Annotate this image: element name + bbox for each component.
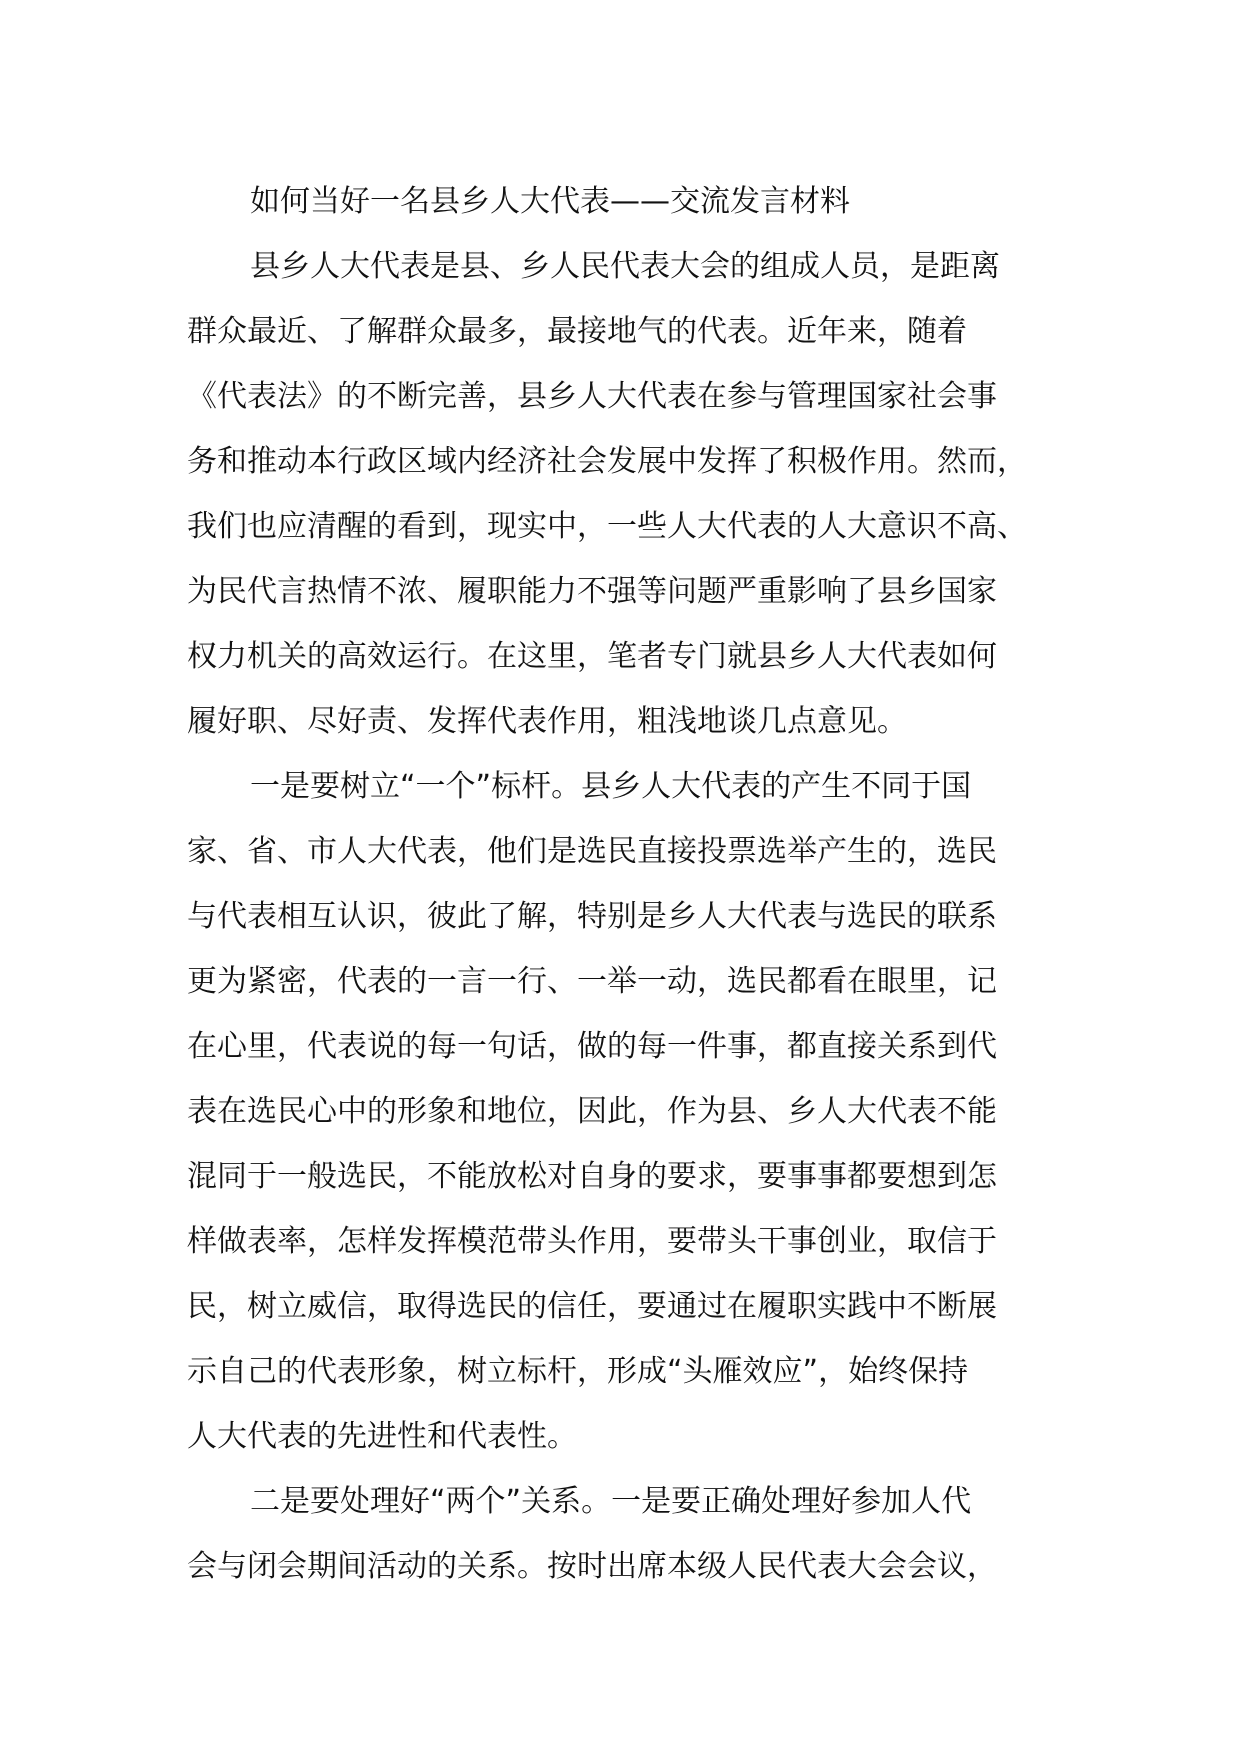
- paragraph-line: 权力机关的高效运行。在这里，笔者专门就县乡人大代表如何: [187, 639, 997, 674]
- paragraph-line: 更为紧密，代表的一言一行、一举一动，选民都看在眼里，记: [187, 964, 997, 999]
- paragraph-line: 务和推动本行政区域内经济社会发展中发挥了积极作用。然而，: [187, 444, 1027, 479]
- paragraph-line: 为民代言热情不浓、履职能力不强等问题严重影响了县乡国家: [187, 574, 997, 609]
- paragraph-line: 家、省、市人大代表，他们是选民直接投票选举产生的，选民: [187, 834, 997, 869]
- paragraph-line: 样做表率，怎样发挥模范带头作用，要带头干事创业，取信于: [187, 1224, 997, 1259]
- paragraph-line: 混同于一般选民，不能放松对自身的要求，要事事都要想到怎: [187, 1159, 997, 1194]
- paragraph-line: 群众最近、了解群众最多，最接地气的代表。近年来，随着: [187, 314, 967, 349]
- paragraph-line: 履好职、尽好责、发挥代表作用，粗浅地谈几点意见。: [187, 704, 907, 739]
- paragraph-line: 人大代表的先进性和代表性。: [187, 1419, 577, 1454]
- paragraph-line: 一是要树立“一个”标杆。县乡人大代表的产生不同于国: [250, 769, 972, 804]
- paragraph-line: 表在选民心中的形象和地位，因此，作为县、乡人大代表不能: [187, 1094, 997, 1129]
- paragraph-line: 二是要处理好“两个”关系。一是要正确处理好参加人代: [250, 1484, 972, 1519]
- paragraph-line: 我们也应清醒的看到，现实中，一些人大代表的人大意识不高、: [187, 509, 1027, 544]
- paragraph-line: 示自己的代表形象，树立标杆，形成“头雁效应”，始终保持: [187, 1354, 969, 1389]
- document-title: 如何当好一名县乡人大代表——交流发言材料: [250, 184, 850, 219]
- paragraph-line: 县乡人大代表是县、乡人民代表大会的组成人员，是距离: [250, 249, 1000, 284]
- paragraph-line: 《代表法》的不断完善，县乡人大代表在参与管理国家社会事: [187, 379, 997, 414]
- paragraph-line: 民，树立威信，取得选民的信任，要通过在履职实践中不断展: [187, 1289, 997, 1324]
- paragraph-line: 与代表相互认识，彼此了解，特别是乡人大代表与选民的联系: [187, 899, 997, 934]
- paragraph-line: 会与闭会期间活动的关系。按时出席本级人民代表大会会议，: [187, 1549, 997, 1584]
- paragraph-line: 在心里，代表说的每一句话，做的每一件事，都直接关系到代: [187, 1029, 997, 1064]
- document-body: [187, 169, 1067, 1599]
